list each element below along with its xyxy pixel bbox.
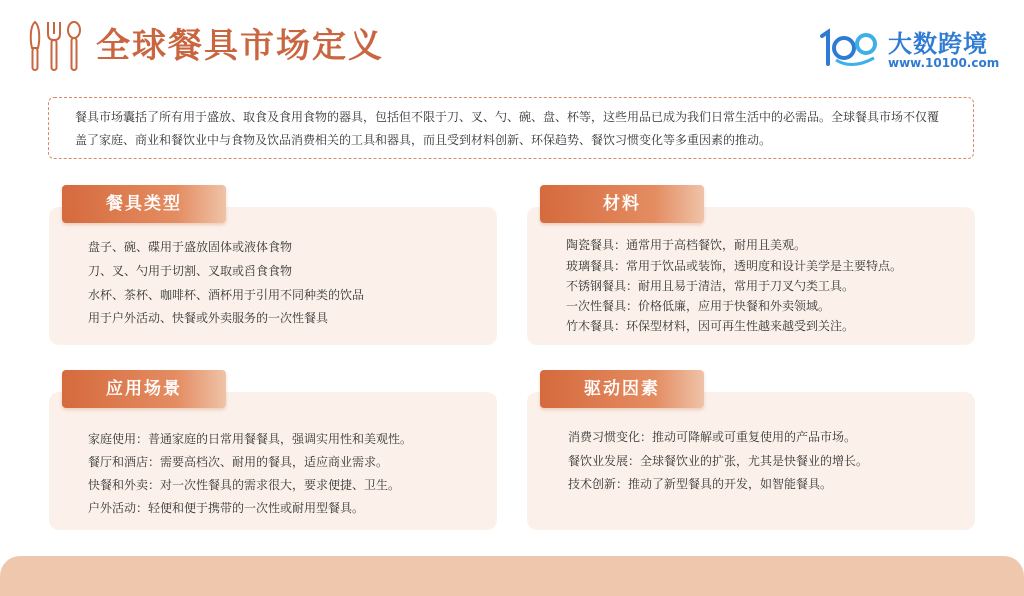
list-item: 水杯、茶杯、咖啡杯、酒杯用于引用不同种类的饮品 bbox=[88, 288, 365, 302]
list-item: 餐厅和酒店：需要高档次、耐用的餐具，适应商业需求。 bbox=[88, 455, 389, 469]
footer-bar bbox=[0, 556, 1024, 596]
page-title: 全球餐具市场定义 bbox=[96, 26, 384, 66]
list-item: 消费习惯变化：推动可降解或可重复使用的产品市场。 bbox=[568, 430, 857, 444]
section-label-materials: 材料 bbox=[540, 185, 704, 223]
list-item: 陶瓷餐具：通常用于高档餐饮，耐用且美观。 bbox=[566, 238, 807, 252]
list-item: 家庭使用：普通家庭的日常用餐餐具，强调实用性和美观性。 bbox=[88, 432, 413, 446]
list-item: 盘子、碗、碟用于盛放固体或液体食物 bbox=[88, 240, 293, 254]
section-label-tableware-types: 餐具类型 bbox=[62, 185, 226, 223]
brand-logo bbox=[818, 24, 998, 76]
list-item: 户外活动：轻便和便于携带的一次性或耐用型餐具。 bbox=[88, 501, 365, 515]
knife-icon bbox=[28, 20, 42, 72]
list-item: 竹木餐具：环保型材料，因可再生性越来越受到关注。 bbox=[566, 319, 855, 333]
list-item: 一次性餐具：价格低廉，应用于快餐和外卖领域。 bbox=[566, 299, 831, 313]
list-item: 不锈钢餐具：耐用且易于清洁，常用于刀叉勺类工具。 bbox=[566, 279, 855, 293]
spoon-icon bbox=[66, 20, 82, 72]
list-item: 刀、叉、勺用于切割、叉取或舀食食物 bbox=[88, 264, 293, 278]
list-item: 快餐和外卖：对一次性餐具的需求很大，要求便捷、卫生。 bbox=[88, 478, 401, 492]
section-label-application-scenarios: 应用场景 bbox=[62, 370, 226, 408]
list-item: 餐饮业发展：全球餐饮业的扩张，尤其是快餐业的增长。 bbox=[568, 454, 869, 468]
list-item: 玻璃餐具：常用于饮品或装饰，透明度和设计美学是主要特点。 bbox=[566, 259, 903, 273]
section-label-driving-factors: 驱动因素 bbox=[540, 370, 704, 408]
fork-icon bbox=[46, 20, 62, 72]
logo-mark-icon bbox=[818, 24, 886, 72]
intro-text: 餐具市场囊括了所有用于盛放、取食及食用食物的器具，包括但不限于刀、叉、勺、碗、盘、杯等，这些用品已成为我们日常生活中的必需品。全球餐具市场不仅覆盖了家庭、商业和餐饮业中与食物及饮品消费相关的工具和器具，而且受到材料创新、环保趋势、餐饮习惯变化等多重因素的推动。 bbox=[75, 110, 940, 147]
logo-url: www.10100.com bbox=[888, 56, 1000, 70]
list-item: 技术创新：推动了新型餐具的开发，如智能餐具。 bbox=[568, 477, 833, 491]
logo-name: 大数跨境 bbox=[888, 30, 988, 58]
list-item: 用于户外活动、快餐或外卖服务的一次性餐具 bbox=[88, 311, 329, 325]
intro-box bbox=[48, 97, 974, 159]
